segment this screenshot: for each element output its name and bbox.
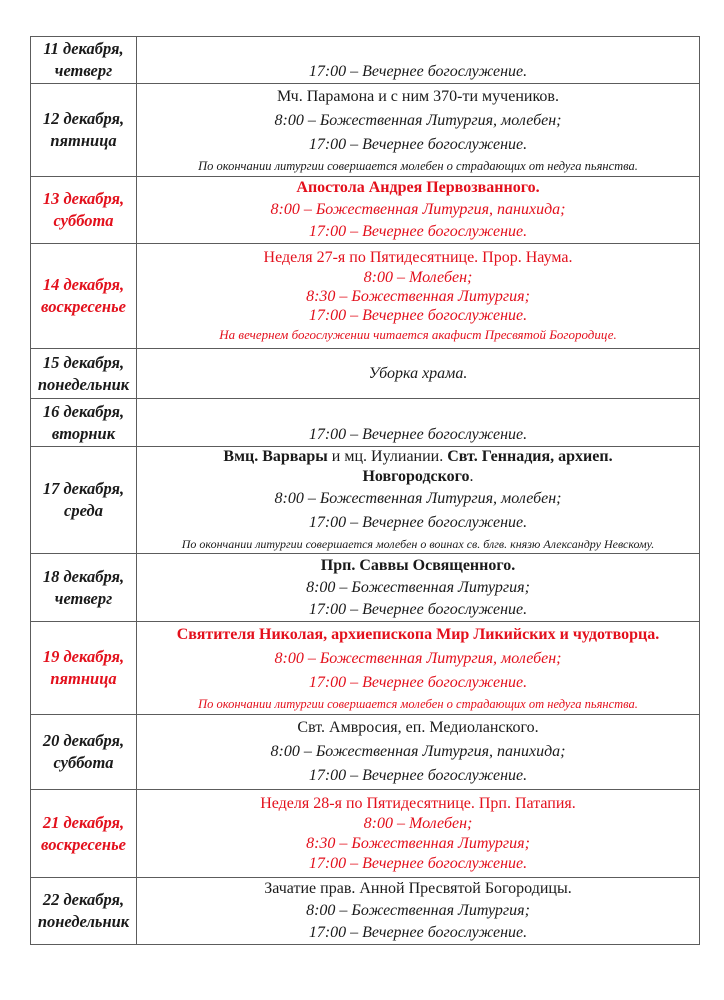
schedule-table [30,36,700,945]
date-cell [31,790,137,878]
schedule-row [31,622,700,715]
service-note: По окончании литургии совершается молебен о страдающих от недуга пьянства. [198,697,638,711]
date-cell [31,622,137,715]
service-line: 17:00 – Вечернее богослужение. [308,924,528,941]
service-line: 17:00 – Вечернее богослужение. [308,426,528,443]
schedule-row [31,37,700,84]
schedule-row [31,177,700,244]
date-label: 11 декабря, [43,39,124,58]
service-line: 17:00 – Вечернее богослужение. [308,674,528,691]
service-line: 17:00 – Вечернее богослужение. [308,63,528,80]
date-label: 16 декабря, [42,401,125,421]
services-cell [137,878,700,945]
service-line: 8:00 – Молебен; [363,268,473,286]
feast-title: Апостола Андрея Первозванного. [296,179,540,196]
schedule-row [31,349,700,399]
service-line: 17:00 – Вечернее богослужение. [308,306,528,324]
schedule-row [31,244,700,349]
services-cell [137,790,700,878]
service-line: 8:30 – Божественная Литургия; [306,287,530,305]
services-cell [137,244,700,349]
weekday-label: четверг [54,61,113,80]
service-line: 8:00 – Молебен; [363,814,473,832]
service-line: 8:30 – Божественная Литургия; [306,834,530,852]
weekday-label: суббота [53,211,114,230]
feast-title: Свт. Амвросия, еп. Медиоланского. [297,719,539,736]
service-line: 17:00 – Вечернее богослужение. [308,223,528,240]
date-cell [31,399,137,447]
date-cell [31,349,137,399]
weekday-label: вторник [51,423,116,443]
schedule-row [31,84,700,177]
weekday-label: среда [64,501,103,520]
service-note: На вечернем богослужении читается акафист Пресвятой Богородице. [219,326,617,342]
weekday-label: суббота [53,753,114,772]
service-line: 17:00 – Вечернее богослужение. [308,767,528,784]
service-line: 17:00 – Вечернее богослужение. [308,514,528,531]
services-cell [137,399,700,447]
date-label: 13 декабря, [42,189,125,208]
feast-title: Святителя Николая, архиепископа Мир Ликийских и чудотворца. [176,626,660,643]
date-label: 18 декабря, [42,566,125,586]
service-line: 8:00 – Божественная Литургия; [306,578,530,596]
services-cell [137,715,700,790]
schedule-row [31,878,700,945]
date-label: 12 декабря, [42,109,125,128]
schedule-row [31,447,700,554]
services-cell [137,447,700,554]
date-label: 14 декабря, [42,275,125,294]
weekday-label: понедельник [37,374,130,394]
service-note: По окончании литургии совершается молебен о страдающих от недуга пьянства. [198,159,638,173]
schedule-row [31,790,700,878]
feast-title: Прп. Саввы Освященного. [320,556,516,574]
weekday-label: четверг [54,588,113,608]
date-label: 19 декабря, [42,647,125,666]
feast-title: Неделя 27-я по Пятидесятнице. Прор. Наума. [263,248,573,266]
feast-title-part: Свт. Геннадия, архиеп. Новгородского [362,448,613,485]
date-cell [31,84,137,177]
date-cell [31,878,137,945]
feast-title: Мч. Парамона и с ним 370-ти мучеников. [277,88,559,105]
services-cell [137,37,700,84]
service-note: По окончании литургии совершается молебен о воинах св. блгв. князю Александру Невскому. [181,537,655,551]
date-label: 15 декабря, [42,352,125,372]
date-cell [31,37,137,84]
service-line: 8:00 – Божественная Литургия, панихида; [270,743,566,760]
service-line: 8:00 – Божественная Литургия, молебен; [274,112,562,129]
schedule-row [31,399,700,447]
feast-title: Зачатие прав. Анной Пресвятой Богородицы. [264,880,572,897]
service-line: 8:00 – Божественная Литургия, молебен; [274,650,562,667]
date-cell [31,715,137,790]
services-cell [137,349,700,399]
services-cell [137,84,700,177]
date-cell [31,177,137,244]
feast-title-part: и мц. Иулиании. [327,448,448,465]
date-cell [31,244,137,349]
services-cell [137,177,700,244]
weekday-label: пятница [50,131,117,150]
date-label: 20 декабря, [42,731,125,750]
feast-title-part: Вмц. Варвары [223,448,328,465]
weekday-label: пятница [50,669,117,688]
service-line: 17:00 – Вечернее богослужение. [308,854,528,872]
service-line: 17:00 – Вечернее богослужение. [308,136,528,153]
services-cell [137,622,700,715]
service-line: 17:00 – Вечернее богослужение. [308,600,528,618]
date-cell [31,554,137,622]
service-line: Уборка храма. [368,364,468,382]
service-line: 8:00 – Божественная Литургия; [306,902,530,919]
schedule-row [31,715,700,790]
service-line: 8:00 – Божественная Литургия, панихида; [270,201,566,218]
date-cell [31,447,137,554]
date-label: 21 декабря, [42,812,125,832]
weekday-label: воскресенье [41,297,126,316]
date-label: 17 декабря, [42,479,125,498]
weekday-label: воскресенье [41,834,126,854]
schedule-row [31,554,700,622]
services-cell [137,554,700,622]
date-label: 22 декабря, [42,890,125,909]
feast-title: Неделя 28-я по Пятидесятнице. Прп. Патапия. [260,794,576,812]
feast-title-part: . [469,468,474,485]
feast-title [137,447,699,487]
service-line: 8:00 – Божественная Литургия, молебен; [274,490,562,507]
weekday-label: понедельник [37,912,130,931]
